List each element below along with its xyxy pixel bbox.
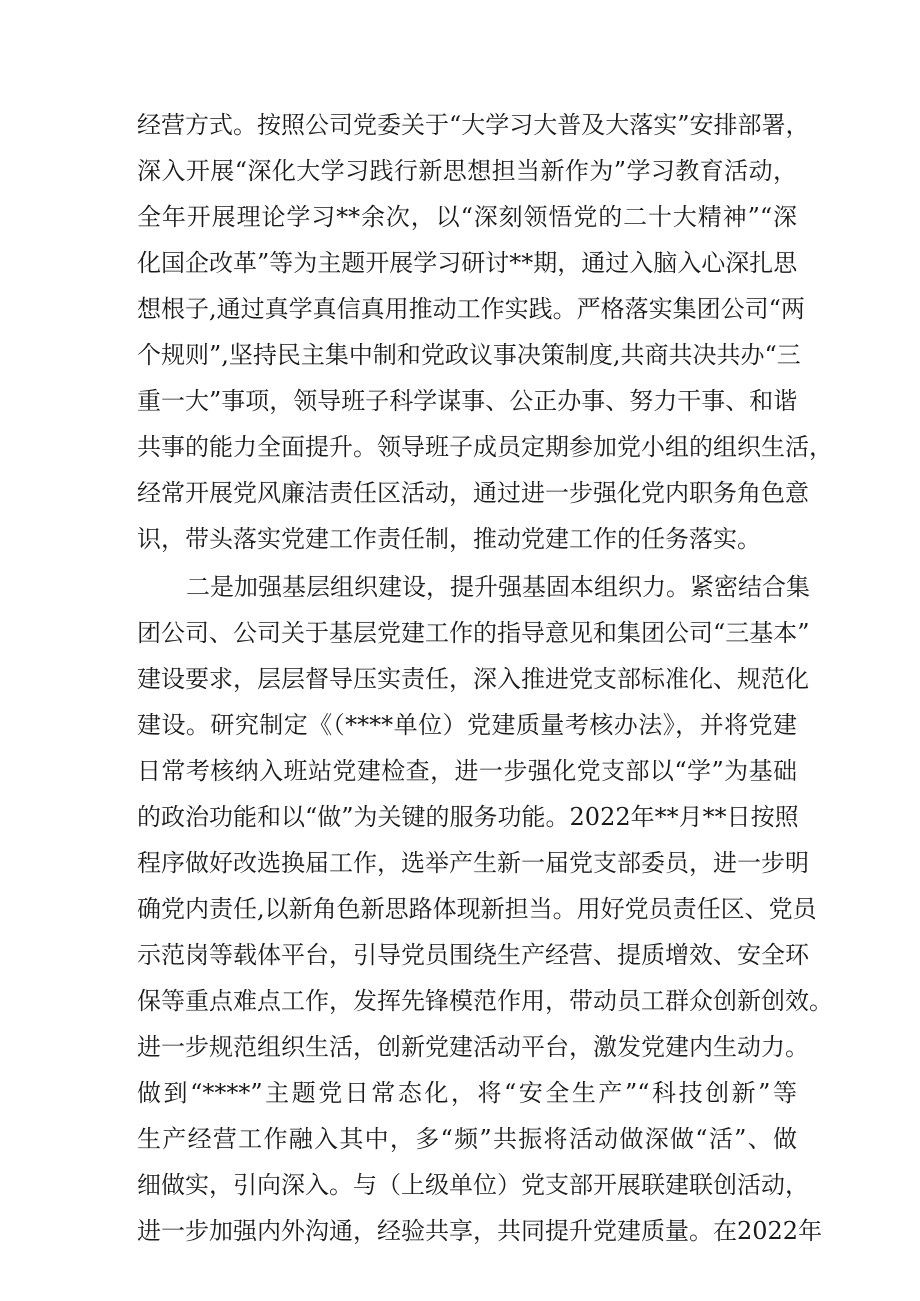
text-line: 生产经营工作融入其中，多“频”共振将活动做深做“活”、做 — [137, 1125, 797, 1153]
text-line: 想根子,通过真学真信真用推动工作实践。严格落实集团公司“两 — [137, 295, 805, 323]
text-line: 经营方式。按照公司党委关于“大学习大普及大落实”安排部署， — [137, 111, 810, 139]
text-line: 建设。研究制定《（****单位）党建质量考核办法》，并将党建 — [137, 711, 797, 739]
text-line: 个规则”,坚持民主集中制和党政议事决策制度,共商共决共办“三 — [137, 341, 801, 369]
text-line: 做到“****”主题党日常态化，将“安全生产”“科技创新”等 — [137, 1079, 797, 1107]
text-line: 团公司、公司关于基层党建工作的指导意见和集团公司“三基本” — [137, 619, 810, 647]
text-line: 经常开展党风廉洁责任区活动，通过进一步强化党内职务角色意 — [137, 479, 809, 507]
text-line: 识，带头落实党建工作责任制，推动党建工作的任务落实。 — [137, 525, 761, 553]
text-line: 确党内责任,以新角色新思路体现新担当。用好党员责任区、党员 — [137, 895, 817, 923]
text-line: 进一步加强内外沟通，经验共享，共同提升党建质量。在2022年 — [137, 1217, 823, 1245]
text-line: 细做实，引向深入。与（上级单位）党支部开展联建联创活动， — [137, 1171, 809, 1199]
text-line: 全年开展理论学习**余次，以“深刻领悟党的二十大精神”“深 — [137, 203, 797, 231]
text-line: 日常考核纳入班站党建检查，进一步强化党支部以“学”为基础 — [137, 757, 797, 785]
text-line: 进一步规范组织生活，创新党建活动平台，激发党建内生动力。 — [137, 1033, 809, 1061]
text-line: 共事的能力全面提升。领导班子成员定期参加党小组的组织生活， — [137, 433, 833, 461]
text-line: 重一大”事项，领导班子科学谋事、公正办事、努力干事、和谐 — [137, 387, 798, 415]
text-line: 示范岗等载体平台，引导党员围绕生产经营、提质增效、安全环 — [137, 941, 809, 969]
text-line: 程序做好改选换届工作，选举产生新一届党支部委员，进一步明 — [137, 849, 809, 877]
text-line: 建设要求，层层督导压实责任，深入推进党支部标准化、规范化 — [137, 665, 809, 693]
text-line: 深入开展“深化大学习践行新思想担当新作为”学习教育活动， — [137, 157, 797, 185]
text-line: 的政治功能和以“做”为关键的服务功能。2022年**月**日按照 — [137, 803, 799, 831]
text-line: 保等重点难点工作，发挥先锋模范作用，带动员工群众创新创效。 — [137, 987, 833, 1015]
text-line: 二是加强基层组织建设，提升强基固本组织力。紧密结合集 — [186, 573, 810, 601]
text-line: 化国企改革”等为主题开展学习研讨**期，通过入脑入心深扎思 — [137, 249, 798, 277]
